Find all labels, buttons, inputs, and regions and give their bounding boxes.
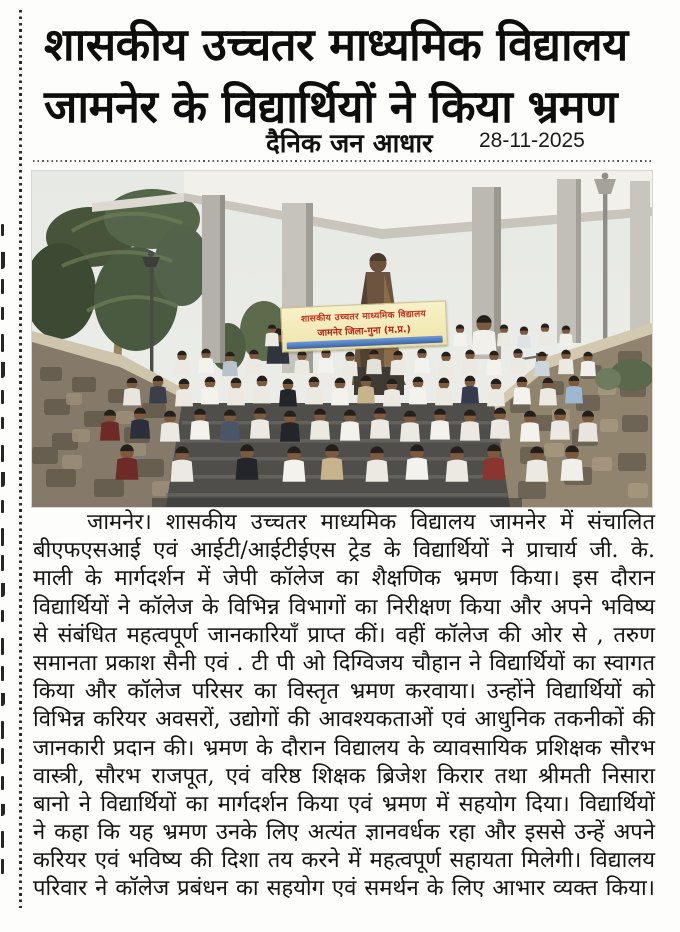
body-line: माली के मार्गदर्शन में जेपी कॉलेज का शैक्षणिक भ्रमण किया। इस दौरान bbox=[33, 566, 655, 592]
body-line: से संबंधित महत्वपूर्ण जानकारियाँ प्राप्त कीं। वहीं कॉलेज की ओर से , तरुण bbox=[33, 622, 655, 648]
body-line: करियर एवं भविष्य की दिशा तय करने में महत्वपूर्ण सहायता मिलेगी। विद्यालय bbox=[33, 848, 655, 874]
body-line: जामनेर। शासकीय उच्चतर माध्यमिक विद्यालय जामनेर में संचालित bbox=[87, 510, 655, 535]
body-line: बानो ने विद्यार्थियों का मार्गदर्शन किया एवं भ्रमण में सहयोग दिया। विद्यार्थियों bbox=[33, 791, 655, 817]
headline bbox=[44, 14, 644, 138]
ground-shadow bbox=[152, 498, 522, 507]
body-line: जानकारी प्रदान की। भ्रमण के दौरान विद्यालय के व्यावसायिक प्रशिक्षक सौरभ bbox=[33, 735, 655, 761]
dotted-rule bbox=[33, 160, 651, 162]
school-banner bbox=[280, 300, 448, 352]
headline-line-2: जामनेर के विद्यार्थियों ने किया भ्रमण bbox=[44, 80, 618, 133]
article-body bbox=[33, 509, 655, 904]
banner-line-1: शासकीय उच्चतर माध्यमिक विद्यालय bbox=[300, 309, 427, 325]
column-divider-dotted-line bbox=[19, 10, 22, 908]
body-line: किया और कॉलेज परिसर का विस्तृत भ्रमण करवाया। उन्होंने विद्यार्थियों को bbox=[33, 679, 655, 705]
newspaper-name: दैनिक जन आधार bbox=[266, 129, 433, 159]
headline-line-1: शासकीय उच्चतर माध्यमिक विद्यालय bbox=[44, 18, 628, 71]
body-line: विद्यार्थियों ने कॉलेज के विभिन्न विभागों का निरीक्षण किया और अपने भविष्य bbox=[33, 594, 655, 620]
banner-line-2: जामनेर जिला-गुना (म.प्र.) bbox=[317, 323, 412, 340]
body-line: परिवार ने कॉलेज प्रबंधन का सहयोग एवं समर्थन के लिए आभार व्यक्त किया। bbox=[33, 876, 655, 902]
news-photo bbox=[31, 170, 653, 508]
body-line: बीएफएसआई एवं आईटी/आईटीईएस ट्रेड के विद्यार्थियों ने प्राचार्य जी. के. bbox=[33, 538, 655, 564]
body-line: समानता प्रकाश सैनी एवं . टी पी ओ दिग्विजय चौहान ने विद्यार्थियों का स्वागत bbox=[33, 650, 655, 676]
publication-date: 28-11-2025 bbox=[479, 129, 585, 152]
body-line: विभिन्न करियर अवसरों, उद्योगों की आवश्यकताओं एवं आधुनिक तकनीकों की bbox=[33, 707, 655, 733]
body-line: ने कहा कि यह भ्रमण उनके लिए अत्यंत ज्ञानवर्धक रहा और इससे उन्हें अपने bbox=[33, 820, 655, 846]
body-line: वास्त्री, सौरभ राजपूत, एवं वरिष्ठ शिक्षक ब्रिजेश किरार तथा श्रीमती निसारा bbox=[33, 763, 655, 789]
